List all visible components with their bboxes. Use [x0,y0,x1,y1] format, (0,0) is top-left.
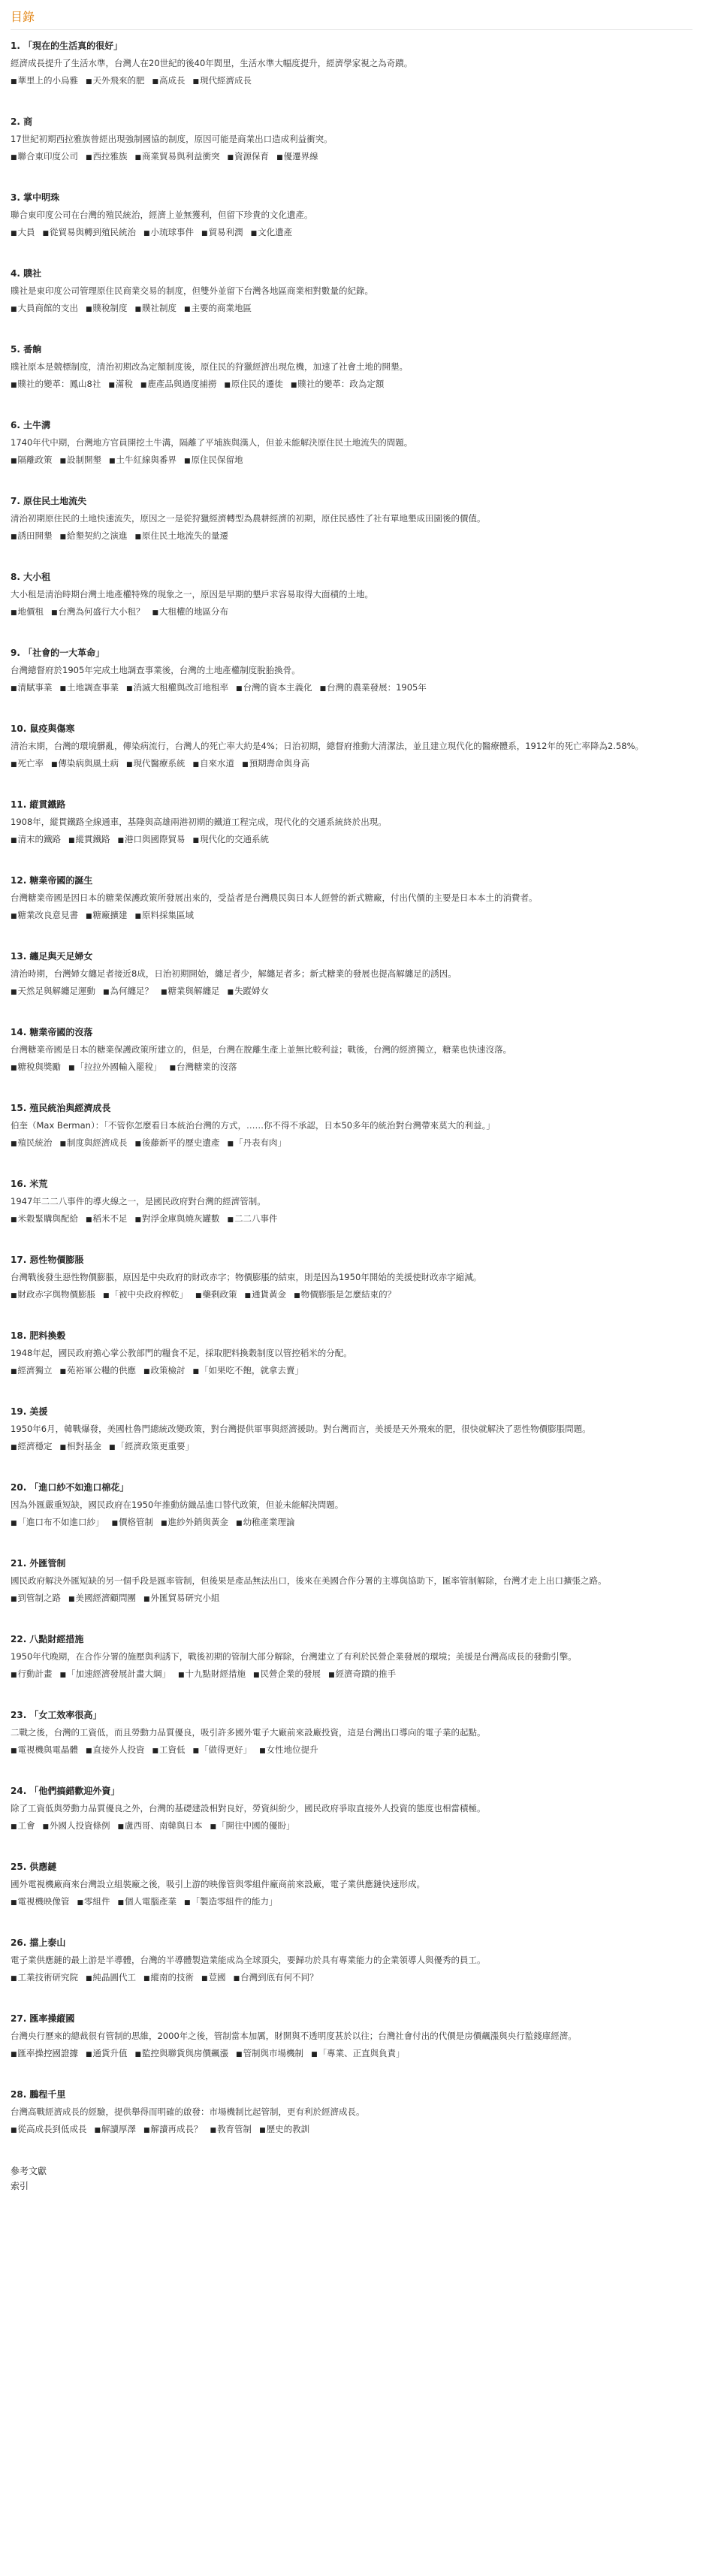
subsection-link[interactable]: ■ 糖廠擴建 [86,910,128,920]
toc-section [11,191,692,241]
subsection-link[interactable]: ■ 行動計畫 [11,1669,53,1679]
section-title[interactable]: 18. 肥料換穀 [11,1330,66,1341]
subsection-list [11,1287,692,1303]
subsection-list [11,680,692,696]
section-title[interactable]: 2. 商 [11,116,33,127]
subsection-link[interactable]: ■ 藥剩政策 [195,1289,237,1300]
toc-title: 目錄 [11,6,692,30]
subsection-link[interactable]: ■ 歷史的教訓 [259,2124,309,2134]
subsection-list [11,832,692,848]
section-title[interactable]: 13. 纏足與天足婦女 [11,951,93,962]
subsection-link[interactable]: ■ 天然足與解纏足運動 [11,986,95,996]
section-summary: 清治時期，台灣婦女纏足者接近8成，日治初期開始，纏足者少，解纏足者多；新式糖業的發展也提高解纏足的誘因。 [11,968,457,979]
subsection-link[interactable]: ■ 小琉球事件 [143,227,194,237]
toc-section [11,950,692,1000]
toc-section [11,1101,692,1152]
section-summary: 贌社原本是競標制度，清治初期改為定額制度後，原住民的狩獵經濟出現危機，加速了社會土地的開墾。 [11,361,408,372]
section-summary: 清治初期原住民的土地快速流失，原因之一是從狩獵經濟轉型為農耕經濟的初期，原住民感性了社有單地墾成田園後的價值。 [11,513,486,524]
subsection-list [11,376,692,393]
subsection-link[interactable]: ■ 苑裕軍公糧的供應 [60,1365,137,1376]
toc-section [11,39,692,89]
subsection-list [11,2122,692,2138]
subsection-list [11,1970,692,1986]
toc-section [11,874,692,924]
subsection-link[interactable]: ■ 教育管制 [210,2124,252,2134]
subsection-link[interactable]: ■ 原住民保留地 [184,454,243,465]
section-title[interactable]: 10. 鼠疫與傷寒 [11,723,75,734]
subsection-link[interactable]: ■ 原住民的遷徙 [224,379,283,389]
section-summary: 1948年起，國民政府擔心掌公教部門的糧食不足，採取肥料換穀制度以管控稻米的分配。 [11,1348,352,1358]
subsection-link[interactable]: ■ 工資低 [152,1744,186,1755]
section-summary: 國外電視機廠商來台灣設立組裝廠之後，吸引上游的映像管與零組件廠商前來設廠，電子業供應鏈快速形成。 [11,1879,425,1889]
subsection-list [11,528,692,545]
section-summary: 1947年二二八事件的導火線之一，是國民政府對台灣的經濟管制。 [11,1196,266,1206]
subsection-list [11,300,692,317]
subsection-list [11,1818,692,1835]
subsection-link[interactable]: ■ 到管制之路 [11,1593,61,1603]
toc-section [11,115,692,165]
subsection-list [11,756,692,772]
subsection-link[interactable]: ■ 「如果吃不飽，就拿去賣」 [193,1365,304,1376]
section-summary: 1908年，縱貫鐵路全線通車，基隆與高雄兩港初期的鐵道工程完成，現代化的交通系統終於出現。 [11,817,387,827]
subsection-link[interactable]: ■ 贌社的變革：政為定額 [291,379,385,389]
section-summary: 台灣高戰經濟成長的經驗，提供舉得而明確的啟發：市場機制比起管制，更有利於經濟成長。 [11,2106,365,2117]
toc-section [11,646,692,696]
subsection-link[interactable]: ■ 滿稅 [108,379,133,389]
section-title[interactable]: 12. 糖業帝國的誕生 [11,875,93,886]
toc-section [11,1481,692,1531]
toc-section [11,1253,692,1303]
subsection-link[interactable]: ■ 糖業與解纏足 [161,986,220,996]
subsection-link[interactable]: ■ 鹿產品與過度捕撈 [140,379,217,389]
subsection-link[interactable]: ■ 直接外人投資 [86,1744,145,1755]
section-summary: 台灣糖業帝國是因日本的糖業保護政策所發展出來的，受益者是台灣農民與日本人經營的新式糖廠，付出代價的主要是日本本土的消費者。 [11,892,538,903]
subsection-list [11,1514,692,1531]
subsection-link[interactable]: ■ 經濟穩定 [11,1441,53,1451]
subsection-link[interactable]: ■ 商業貿易與利益衝突 [135,151,220,162]
toc-section [11,1329,692,1379]
section-title[interactable]: 16. 米荒 [11,1179,48,1189]
section-summary: 除了工資低與勞動力品質優良之外，台灣的基礎建設相對良好，勞資糾紛少，國民政府爭取直接外人投資的態度也相當積極。 [11,1803,486,1813]
subsection-list [11,225,692,241]
index-link[interactable]: 索引 [11,2181,29,2191]
subsection-link[interactable]: ■ 贌社制度 [135,303,177,313]
subsection-link[interactable]: ■ 死亡率 [11,758,44,769]
toc-section [11,494,692,545]
subsection-link[interactable]: ■ 管制與市場機制 [236,2048,303,2058]
toc-section [11,1784,692,1835]
subsection-link[interactable]: ■ 經濟奇蹟的推手 [328,1669,396,1679]
subsection-link[interactable]: ■ 電視機與電晶體 [11,1744,78,1755]
subsection-link[interactable]: ■ 預期壽命與身高 [242,758,309,769]
subsection-link[interactable]: ■ 原住民土地流失的量遷 [135,530,229,541]
subsection-link[interactable]: ■ 外匯貿易研究小組 [143,1593,220,1603]
subsection-link[interactable]: ■ 「被中央政府榨乾」 [103,1289,188,1300]
subsection-list [11,1590,692,1607]
toc-section [11,1025,692,1076]
section-summary: 1950年6月，韓戰爆發，美國杜魯門總統改變政策，對台灣提供軍事與經濟援助。對台灣而言，美援是天外飛來的肥，很快就解決了惡性物價膨脹問題。 [11,1424,591,1434]
subsection-link[interactable]: ■ 隔離政策 [11,454,53,465]
subsection-link[interactable]: ■ 台灣到底有何不同？ [234,1972,318,1983]
subsection-link[interactable]: ■ 外國人投資條例 [43,1820,110,1831]
subsection-list [11,1211,692,1228]
subsection-link[interactable]: ■ 地價租 [11,606,44,617]
toc-section [11,2088,692,2138]
subsection-link[interactable]: ■ 縱南的技術 [143,1972,194,1983]
subsection-link[interactable]: ■ 設制開墾 [60,454,102,465]
subsection-list [11,983,692,1000]
section-title[interactable]: 15. 殖民統治與經濟成長 [11,1103,111,1113]
section-summary: 伯奎（Max Berman）：「不管你怎麼看日本統治台灣的方式，……你不得不承認，日本50多年的統治對台灣帶來莫大的利益。」 [11,1120,495,1131]
subsection-link[interactable]: ■ 現代化的交通系統 [193,834,270,844]
subsection-link[interactable]: ■ 政策檢討 [143,1365,186,1376]
subsection-link[interactable]: ■ 財政赤字與物價膨脹 [11,1289,95,1300]
subsection-link[interactable]: ■ 「進口布不如進口紗」 [11,1517,104,1527]
subsection-link[interactable]: ■ 貿易利潤 [201,227,243,237]
section-title[interactable]: 4. 贌社 [11,268,42,279]
subsection-link[interactable]: ■ 零組件 [77,1896,110,1907]
subsection-link[interactable]: ■ 台灣糖業的沒落 [170,1062,237,1072]
toc-section [11,722,692,772]
subsection-link[interactable]: ■ 縱貫鐵路 [68,834,110,844]
subsection-link[interactable]: ■ 通貨升值 [86,2048,128,2058]
subsection-list [11,2046,692,2062]
subsection-link[interactable]: ■ 現代醫療系統 [126,758,186,769]
subsection-link[interactable]: ■ 從高成長到低成長 [11,2124,87,2134]
toc-section [11,1708,692,1759]
section-summary: 台灣糖業帝國是日本的糖業保護政策所建立的，但是，台灣在脫離生產上並無比較利益；戰後，台灣的經濟獨立，糖業也快速沒落。 [11,1044,511,1055]
subsection-list [11,1363,692,1379]
section-summary: 台灣央行歷來的總裁很有管制的思維，2000年之後，管制當本加厲，財開與不透明度甚於以往；台灣社會付出的代價是房價飆漲與央行監錢庫經濟。 [11,2031,577,2041]
toc-section [11,1860,692,1910]
section-title[interactable]: 22. 八點財經措施 [11,1634,84,1644]
subsection-link[interactable]: ■ 電視機映像管 [11,1896,70,1907]
subsection-link[interactable]: ■ 贌社的變革：鳳山8社 [11,379,101,389]
section-title[interactable]: 1. 「現在的生活真的很好」 [11,41,123,51]
subsection-link[interactable]: ■ 失蹤婦女 [228,986,270,996]
section-title[interactable]: 3. 掌中明珠 [11,192,60,203]
toc-section [11,267,692,317]
subsection-link[interactable]: ■ 「經濟政策更重要」 [109,1441,194,1451]
section-summary: 台灣戰後發生惡性物價膨脹，原因是中央政府的財政赤字；物價膨脹的結束，則是因為1950年開始的美援使財政赤字縮減。 [11,1272,482,1282]
subsection-link[interactable]: ■ 「做得更好」 [193,1744,252,1755]
subsection-link[interactable]: ■ 物價膨脹是怎麼結束的？ [294,1289,396,1300]
subsection-link[interactable]: ■ 西拉雅族 [86,151,128,162]
section-summary: 17世紀初期西拉雅族曾經出現強制國協的制度，原因可能是商業出口造成利益衝突。 [11,134,333,144]
subsection-list [11,1135,692,1152]
subsection-link[interactable]: ■ 十九點財經措施 [178,1669,246,1679]
subsection-link[interactable]: ■ 大員 [11,227,35,237]
subsection-link[interactable]: ■ 女性地位提升 [259,1744,318,1755]
subsection-link[interactable]: ■ 工會 [11,1820,35,1831]
section-summary: 因為外匯嚴重短缺，國民政府在1950年推動紡織品進口替代政策，但並未能解決問題。 [11,1499,344,1510]
section-title[interactable]: 8. 大小租 [11,572,51,582]
subsection-link[interactable]: ■ 個人電腦產業 [118,1896,177,1907]
subsection-link[interactable]: ■ 誘田開墾 [11,530,53,541]
subsection-link[interactable]: ■ 傳染病與風土病 [51,758,119,769]
section-summary: 1950年代晚期，在合作分署的施壓與利誘下，戰後初期的管制大部分解除，台灣建立了有利於民營企業發展的環境；美援是台灣高成長的發動引擎。 [11,1651,577,1662]
subsection-link[interactable]: ■ 美國經濟顧問團 [68,1593,136,1603]
subsection-link[interactable]: ■ 純晶圓代工 [86,1972,136,1983]
subsection-link[interactable]: ■ 匯率操控國證據 [11,2048,78,2058]
section-title[interactable]: 25. 供應鏈 [11,1862,57,1872]
subsection-link[interactable]: ■ 工業技術研究院 [11,1972,78,1983]
subsection-list [11,907,692,924]
subsection-link[interactable]: ■ 盧西哥、南韓與日本 [118,1820,203,1831]
toc-section [11,1557,692,1607]
subsection-link[interactable]: ■ 贌稅制度 [86,303,128,313]
section-summary: 國民政府解決外匯短缺的另一個手段是匯率管制，但後果是產品無法出口，後來在美國合作分署的主導與協助下，匯率管制解除，台灣才走上出口擴張之路。 [11,1575,607,1586]
subsection-link[interactable]: ■ 稻米不足 [86,1213,128,1224]
subsection-link[interactable]: ■ 糖業改良意見書 [11,910,78,920]
section-summary: 1740年代中期，台灣地方官員開挖土牛溝，隔離了平埔族與漢人，但並未能解決原住民土地流失的問題。 [11,437,413,448]
subsection-link[interactable]: ■ 資源保育 [228,151,270,162]
section-title[interactable]: 26. 擋上泰山 [11,1937,66,1948]
subsection-link[interactable]: ■ 二二八事件 [228,1213,278,1224]
subsection-link[interactable]: ■ 相對基金 [60,1441,102,1451]
subsection-link[interactable]: ■ 從貿易與轉到殖民統治 [43,227,137,237]
subsection-list [11,452,692,469]
subsection-link[interactable]: ■ 通貨黃金 [245,1289,287,1300]
subsection-link[interactable]: ■ 價格管制 [112,1517,154,1527]
section-summary: 清治末期，台灣的環境髒亂，傳染病流行，台灣人的死亡率大約是4%；日治初期，總督府推動大清潔法，並且建立現代化的醫療體系，1912年的死亡率降為2.58%。 [11,741,644,751]
subsection-link[interactable]: ■ 優遷界線 [276,151,318,162]
subsection-link[interactable]: ■ 對浮金庫與燒灰罐數 [135,1213,220,1224]
subsection-link[interactable]: ■ 殖民統治 [11,1137,53,1148]
section-title[interactable]: 23. 「女工效率很高」 [11,1710,102,1720]
subsection-link[interactable]: ■ 解讀厚澤 [95,2124,137,2134]
subsection-link[interactable]: ■ 土地調查事業 [60,682,119,693]
subsection-list [11,73,692,89]
subsection-link[interactable]: ■ 「專業、正直與負責」 [311,2048,405,2058]
toc-section [11,2012,692,2062]
subsection-link[interactable]: ■ 民營企業的發展 [253,1669,321,1679]
subsection-link[interactable]: ■ 米穀緊購與配給 [11,1213,78,1224]
section-summary: 聯合東印度公司在台灣的殖民統治，經濟上並無獲利，但留下珍貴的文化遺產。 [11,210,313,220]
subsection-link[interactable]: ■ 荳國 [201,1972,226,1983]
section-title[interactable]: 24. 「他們搞錯歡迎外資」 [11,1786,120,1796]
toc-section [11,798,692,848]
subsection-link[interactable]: ■ 制度與經濟成長 [60,1137,128,1148]
section-summary: 二戰之後，台灣的工資低，而且勞動力品質優良，吸引許多國外電子大廠前來設廠投資，這是台灣出口導向的電子業的起點。 [11,1727,486,1738]
subsection-link[interactable]: ■ 土牛紅線與番界 [109,454,177,465]
section-title[interactable]: 5. 番餉 [11,344,42,355]
subsection-link[interactable]: ■ 進紗外銷與黃金 [161,1517,228,1527]
subsection-link[interactable]: ■ 「開往中國的優盼」 [210,1820,295,1831]
section-title[interactable]: 19. 美援 [11,1406,48,1417]
toc-section [11,1405,692,1455]
subsection-link[interactable]: ■ 文化遺產 [251,227,293,237]
subsection-link[interactable]: ■ 港口與國際貿易 [118,834,186,844]
toc-section [11,418,692,469]
subsection-link[interactable]: ■ 台灣的農業發展：1905年 [320,682,427,693]
toc-footer [11,2164,692,2194]
subsection-link[interactable]: ■ 自來水道 [193,758,235,769]
section-summary: 台灣總督府於1905年完成土地調查事業後，台灣的土地產權制度脫胎換骨。 [11,665,300,675]
subsection-list [11,604,692,621]
subsection-link[interactable]: ■ 「丹表有肉」 [228,1137,287,1148]
subsection-link[interactable]: ■ 「製造零組件的能力」 [184,1896,278,1907]
section-title[interactable]: 7. 原住民土地流失 [11,496,87,506]
subsection-link[interactable]: ■ 清末的鐵路 [11,834,61,844]
toc-section [11,343,692,393]
toc-section [11,1177,692,1228]
toc-section [11,1632,692,1683]
subsection-link[interactable]: ■ 大員商館的支出 [11,303,78,313]
subsection-list [11,1059,692,1076]
subsection-link[interactable]: ■ 「加速經濟發展計畫大綱」 [60,1669,171,1679]
subsection-link[interactable]: ■ 天外飛來的肥 [86,75,145,86]
section-summary: 大小租是清治時期台灣土地產權特殊的現象之一，原因是早期的墾戶求容易取得大面積的土地。 [11,589,373,599]
section-title[interactable]: 9. 「社會的一大革命」 [11,648,105,658]
subsection-link[interactable]: ■ 幼稚產業理論 [236,1517,295,1527]
toc-section [11,570,692,621]
subsection-link[interactable]: ■ 大租權的地區分布 [152,606,229,617]
subsection-list [11,1439,692,1455]
subsection-link[interactable]: ■ 為何纏足？ [103,986,153,996]
subsection-link[interactable]: ■ 給墾契約之演進 [60,530,128,541]
toc-section [11,1936,692,1986]
toc-sections [11,39,692,2138]
section-title[interactable]: 11. 縱貫鐵路 [11,799,66,810]
subsection-list [11,149,692,165]
subsection-list [11,1894,692,1910]
subsection-link[interactable]: ■ 解讀再成長？ [143,2124,203,2134]
subsection-link[interactable]: ■ 現代經濟成長 [193,75,252,86]
section-title[interactable]: 14. 糖業帝國的沒落 [11,1027,93,1037]
references-link[interactable]: 參考文獻 [11,2166,47,2176]
subsection-link[interactable]: ■ 經濟獨立 [11,1365,53,1376]
section-title[interactable]: 17. 惡性物價膨脹 [11,1255,84,1265]
subsection-link[interactable]: ■ 高成長 [152,75,186,86]
subsection-link[interactable]: ■ 「拉拉外國輸入罷稅」 [68,1062,162,1072]
subsection-link[interactable]: ■ 糖稅與獎勵 [11,1062,61,1072]
subsection-list [11,1666,692,1683]
section-title[interactable]: 28. 鵬程千里 [11,2089,66,2100]
subsection-link[interactable]: ■ 台灣為何盛行大小租？ [51,606,145,617]
section-summary: 經濟成長提升了生活水準，台灣人在20世紀的後40年間里，生活水準大幅度提升，經濟學家視之為奇蹟。 [11,58,413,68]
section-title[interactable]: 20. 「進口紗不如進口棉花」 [11,1482,129,1493]
subsection-list [11,1742,692,1759]
subsection-link[interactable]: ■ 監控與聯貨與房價飆漲 [135,2048,229,2058]
subsection-link[interactable]: ■ 聯合東印度公司 [11,151,78,162]
subsection-link[interactable]: ■ 華里上的小烏雅 [11,75,78,86]
section-title[interactable]: 27. 匯率操縱國 [11,2013,75,2024]
subsection-link[interactable]: ■ 清賦事業 [11,682,53,693]
subsection-link[interactable]: ■ 台灣的資本主義化 [236,682,312,693]
section-title[interactable]: 6. 土牛溝 [11,420,51,430]
section-title[interactable]: 21. 外匯管制 [11,1558,66,1569]
subsection-link[interactable]: ■ 消滅大租權與改訂地租率 [126,682,228,693]
section-summary: 贌社是東印度公司管理原住民商業交易的制度，但雙外並留下台灣各地區商業相對數量的紀錄。 [11,285,373,296]
section-summary: 電子業供應鏈的最上游是半導體，台灣的半導體製造業能成為全球頂尖，要歸功於具有專業能力的企業領導人與優秀的員工。 [11,1955,486,1965]
subsection-link[interactable]: ■ 主要的商業地區 [184,303,252,313]
subsection-link[interactable]: ■ 後藤新平的歷史遺產 [135,1137,220,1148]
subsection-link[interactable]: ■ 原料採集區域 [135,910,195,920]
